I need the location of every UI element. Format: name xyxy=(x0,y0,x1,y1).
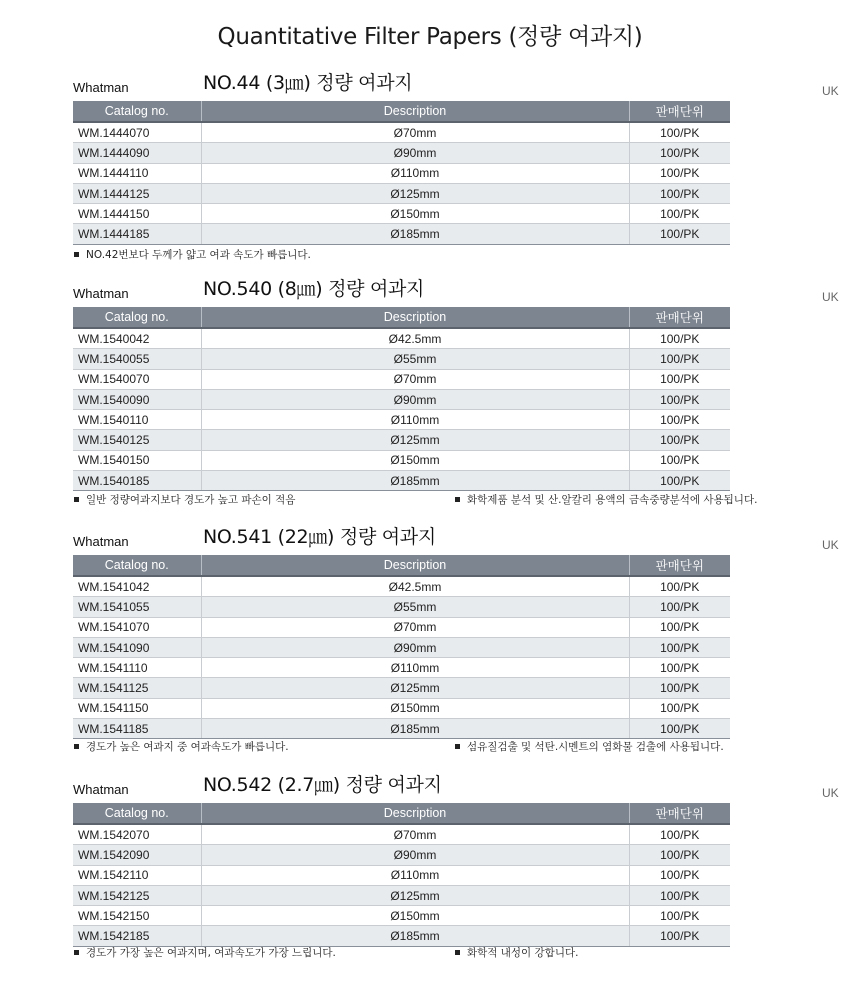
catalog-cell: WM.1542090 xyxy=(73,845,201,865)
catalog-cell: WM.1541125 xyxy=(73,678,201,698)
note-text: 화학적 내성이 강합니다. xyxy=(467,947,579,959)
table-row xyxy=(73,637,730,657)
unit-cell: 100/PK xyxy=(629,183,730,203)
origin-label: UK xyxy=(822,84,839,98)
unit-header: 판매단위 xyxy=(629,803,730,824)
table-row xyxy=(73,410,730,430)
note-text: 화학제품 분석 및 산.알칼리 용액의 금속중량분석에 사용됩니다. xyxy=(467,494,758,506)
unit-cell: 100/PK xyxy=(629,678,730,698)
description-cell: Ø70mm xyxy=(201,617,629,637)
catalog-table xyxy=(73,101,730,245)
origin-label: UK xyxy=(822,538,839,552)
unit-cell: 100/PK xyxy=(629,885,730,905)
catalog-cell: WM.1540125 xyxy=(73,430,201,450)
catalog-cell: WM.1444150 xyxy=(73,204,201,224)
table-row xyxy=(73,576,730,597)
table-row xyxy=(73,865,730,885)
table-row xyxy=(73,597,730,617)
table-row xyxy=(73,658,730,678)
table-row xyxy=(73,389,730,409)
brand-label: Whatman xyxy=(73,534,129,549)
catalog-cell: WM.1540042 xyxy=(73,328,201,349)
unit-cell: 100/PK xyxy=(629,906,730,926)
unit-cell: 100/PK xyxy=(629,143,730,163)
table-row xyxy=(73,430,730,450)
unit-cell: 100/PK xyxy=(629,349,730,369)
unit-cell: 100/PK xyxy=(629,845,730,865)
table-row xyxy=(73,328,730,349)
catalog-cell: WM.1542150 xyxy=(73,906,201,926)
table-row xyxy=(73,617,730,637)
unit-cell: 100/PK xyxy=(629,637,730,657)
table-header-row xyxy=(73,803,730,824)
unit-cell: 100/PK xyxy=(629,410,730,430)
table-header-row xyxy=(73,307,730,328)
square-bullet-icon xyxy=(455,497,460,502)
table-row xyxy=(73,204,730,224)
description-cell: Ø110mm xyxy=(201,410,629,430)
unit-cell: 100/PK xyxy=(629,658,730,678)
unit-header: 판매단위 xyxy=(629,101,730,122)
square-bullet-icon xyxy=(74,744,79,749)
table-row xyxy=(73,926,730,946)
unit-cell: 100/PK xyxy=(629,824,730,845)
note xyxy=(455,492,757,507)
table-row xyxy=(73,143,730,163)
table-row xyxy=(73,349,730,369)
catalog-cell: WM.1541110 xyxy=(73,658,201,678)
table-row xyxy=(73,122,730,143)
catalog-table xyxy=(73,803,730,947)
unit-cell: 100/PK xyxy=(629,597,730,617)
unit-cell: 100/PK xyxy=(629,204,730,224)
catalog-cell: WM.1542070 xyxy=(73,824,201,845)
catalog-table xyxy=(73,555,730,739)
description-cell: Ø110mm xyxy=(201,658,629,678)
catalog-cell: WM.1444110 xyxy=(73,163,201,183)
catalog-cell: WM.1541185 xyxy=(73,719,201,739)
table-header-row xyxy=(73,555,730,576)
catalog-cell: WM.1542125 xyxy=(73,885,201,905)
catalog-cell: WM.1540090 xyxy=(73,389,201,409)
product-title: NO.540 (8㎛) 정량 여과지 xyxy=(203,278,425,300)
product-title: NO.541 (22㎛) 정량 여과지 xyxy=(203,526,436,548)
table-row xyxy=(73,450,730,470)
catalog-cell: WM.1540150 xyxy=(73,450,201,470)
unit-cell: 100/PK xyxy=(629,719,730,739)
unit-cell: 100/PK xyxy=(629,122,730,143)
catalog-header: Catalog no. xyxy=(73,307,201,328)
description-cell: Ø185mm xyxy=(201,926,629,946)
description-cell: Ø90mm xyxy=(201,845,629,865)
table-row xyxy=(73,698,730,718)
description-cell: Ø150mm xyxy=(201,698,629,718)
description-cell: Ø70mm xyxy=(201,824,629,845)
note-text: 경도가 높은 여과지 중 여과속도가 빠릅니다. xyxy=(86,741,289,753)
square-bullet-icon xyxy=(455,950,460,955)
description-cell: Ø90mm xyxy=(201,389,629,409)
product-title: NO.542 (2.7㎛) 정량 여과지 xyxy=(203,774,442,796)
description-cell: Ø125mm xyxy=(201,885,629,905)
table-row xyxy=(73,183,730,203)
note-text: 일반 정량여과지보다 경도가 높고 파손이 적음 xyxy=(86,494,296,506)
catalog-cell: WM.1541090 xyxy=(73,637,201,657)
table-row xyxy=(73,885,730,905)
description-cell: Ø150mm xyxy=(201,204,629,224)
catalog-cell: WM.1541042 xyxy=(73,576,201,597)
product-title: NO.44 (3㎛) 정량 여과지 xyxy=(203,72,413,94)
table-row xyxy=(73,224,730,244)
description-header: Description xyxy=(201,307,629,328)
note xyxy=(455,945,578,960)
table-header-row xyxy=(73,101,730,122)
description-cell: Ø110mm xyxy=(201,865,629,885)
unit-cell: 100/PK xyxy=(629,430,730,450)
unit-cell: 100/PK xyxy=(629,576,730,597)
brand-label: Whatman xyxy=(73,80,129,95)
unit-cell: 100/PK xyxy=(629,926,730,946)
table-row xyxy=(73,719,730,739)
catalog-cell: WM.1540055 xyxy=(73,349,201,369)
description-header: Description xyxy=(201,803,629,824)
description-header: Description xyxy=(201,101,629,122)
description-cell: Ø90mm xyxy=(201,637,629,657)
catalog-cell: WM.1541070 xyxy=(73,617,201,637)
brand-label: Whatman xyxy=(73,286,129,301)
description-cell: Ø110mm xyxy=(201,163,629,183)
catalog-cell: WM.1542110 xyxy=(73,865,201,885)
description-cell: Ø185mm xyxy=(201,224,629,244)
catalog-cell: WM.1540110 xyxy=(73,410,201,430)
description-cell: Ø90mm xyxy=(201,143,629,163)
description-cell: Ø55mm xyxy=(201,597,629,617)
brand-label: Whatman xyxy=(73,782,129,797)
description-cell: Ø125mm xyxy=(201,183,629,203)
unit-cell: 100/PK xyxy=(629,865,730,885)
note xyxy=(74,247,311,262)
description-cell: Ø150mm xyxy=(201,906,629,926)
catalog-cell: WM.1444070 xyxy=(73,122,201,143)
note-text: NO.42번보다 두께가 얇고 여과 속도가 빠릅니다. xyxy=(86,249,311,261)
catalog-cell: WM.1542185 xyxy=(73,926,201,946)
unit-header: 판매단위 xyxy=(629,555,730,576)
description-cell: Ø150mm xyxy=(201,450,629,470)
catalog-cell: WM.1540070 xyxy=(73,369,201,389)
page-title: Quantitative Filter Papers (정량 여과지) xyxy=(217,24,643,50)
catalog-cell: WM.1541055 xyxy=(73,597,201,617)
table-row xyxy=(73,824,730,845)
description-cell: Ø42.5mm xyxy=(201,328,629,349)
catalog-cell: WM.1540185 xyxy=(73,471,201,491)
table-row xyxy=(73,678,730,698)
catalog-cell: WM.1444185 xyxy=(73,224,201,244)
unit-cell: 100/PK xyxy=(629,163,730,183)
unit-cell: 100/PK xyxy=(629,471,730,491)
origin-label: UK xyxy=(822,786,839,800)
description-cell: Ø70mm xyxy=(201,122,629,143)
unit-cell: 100/PK xyxy=(629,698,730,718)
description-cell: Ø125mm xyxy=(201,430,629,450)
catalog-cell: WM.1444125 xyxy=(73,183,201,203)
description-cell: Ø70mm xyxy=(201,369,629,389)
note xyxy=(74,492,295,507)
description-header: Description xyxy=(201,555,629,576)
catalog-table xyxy=(73,307,730,491)
note-text: 섬유질검출 및 석탄.시멘트의 염화물 검출에 사용됩니다. xyxy=(467,741,724,753)
note-text: 경도가 가장 높은 여과지며, 여과속도가 가장 느립니다. xyxy=(86,947,336,959)
description-cell: Ø125mm xyxy=(201,678,629,698)
note xyxy=(455,739,724,754)
catalog-cell: WM.1541150 xyxy=(73,698,201,718)
catalog-header: Catalog no. xyxy=(73,101,201,122)
table-row xyxy=(73,845,730,865)
table-row xyxy=(73,369,730,389)
unit-header: 판매단위 xyxy=(629,307,730,328)
note xyxy=(74,945,336,960)
description-cell: Ø42.5mm xyxy=(201,576,629,597)
table-row xyxy=(73,471,730,491)
description-cell: Ø55mm xyxy=(201,349,629,369)
catalog-cell: WM.1444090 xyxy=(73,143,201,163)
unit-cell: 100/PK xyxy=(629,328,730,349)
unit-cell: 100/PK xyxy=(629,450,730,470)
square-bullet-icon xyxy=(74,252,79,257)
description-cell: Ø185mm xyxy=(201,719,629,739)
table-row xyxy=(73,163,730,183)
origin-label: UK xyxy=(822,290,839,304)
unit-cell: 100/PK xyxy=(629,224,730,244)
square-bullet-icon xyxy=(74,497,79,502)
note xyxy=(74,739,289,754)
description-cell: Ø185mm xyxy=(201,471,629,491)
square-bullet-icon xyxy=(455,744,460,749)
catalog-header: Catalog no. xyxy=(73,555,201,576)
catalog-header: Catalog no. xyxy=(73,803,201,824)
unit-cell: 100/PK xyxy=(629,369,730,389)
unit-cell: 100/PK xyxy=(629,617,730,637)
unit-cell: 100/PK xyxy=(629,389,730,409)
square-bullet-icon xyxy=(74,950,79,955)
table-row xyxy=(73,906,730,926)
